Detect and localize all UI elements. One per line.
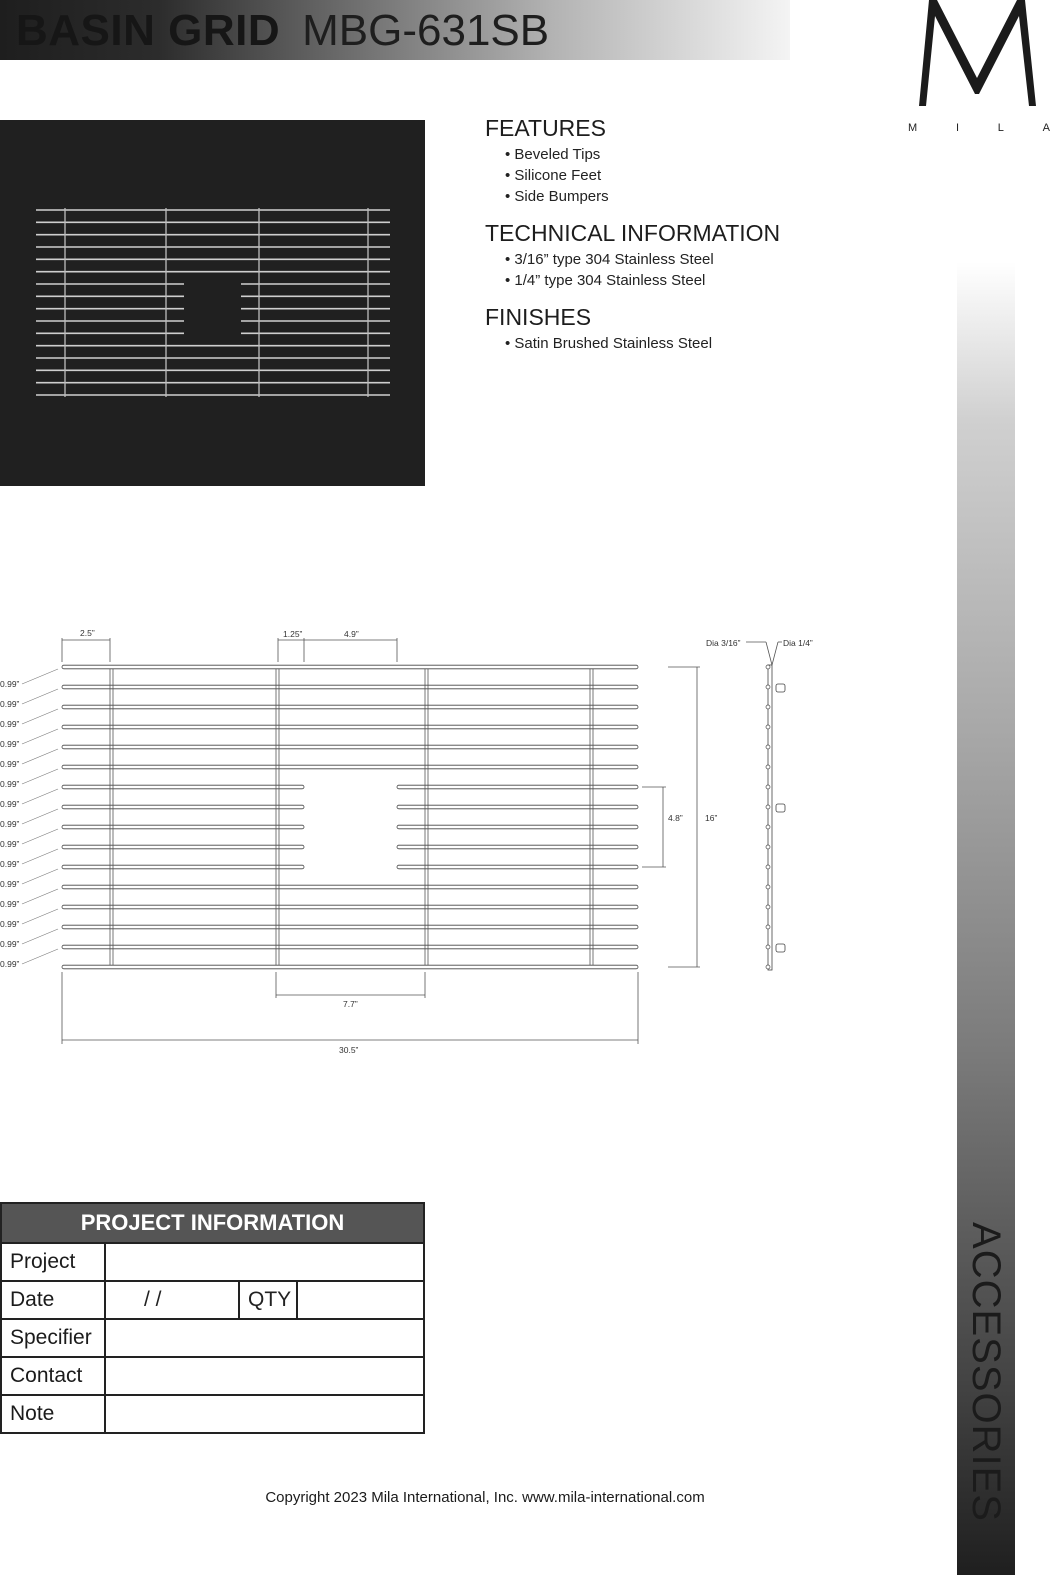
page-title	[16, 6, 549, 56]
date-label: Date	[2, 1282, 106, 1318]
table-row	[2, 1396, 423, 1432]
project-info-header: PROJECT INFORMATION	[2, 1204, 423, 1244]
logo-wordmark	[908, 122, 1050, 134]
dim-rod-spacing: 0.99”	[0, 719, 20, 729]
logo-letter: L	[997, 122, 1004, 134]
drawing-rod	[62, 825, 304, 829]
dim-leader	[22, 709, 58, 724]
technical-title: TECHNICAL INFORMATION	[485, 220, 781, 246]
side-rod-section	[766, 685, 770, 689]
finishes-title: FINISHES	[485, 304, 592, 330]
title-product-type: BASIN GRID	[16, 6, 281, 55]
product-photo	[0, 120, 425, 486]
specifier-field[interactable]	[106, 1320, 423, 1356]
drawing-rod	[62, 945, 638, 949]
side-rod-section	[766, 745, 770, 749]
list-item: • 1/4” type 304 Stainless Steel	[505, 270, 905, 291]
contact-label: Contact	[2, 1358, 106, 1394]
dim-top-left: 2.5”	[80, 628, 95, 638]
logo-letter: I	[955, 122, 959, 134]
side-rod-section	[766, 945, 770, 949]
dim-leader	[22, 669, 58, 684]
category-label-text: ACCESSORIES	[964, 1222, 1008, 1522]
side-rod-section	[766, 845, 770, 849]
dim-rod-spacing: 0.99”	[0, 799, 20, 809]
table-row	[2, 1282, 423, 1320]
dim-rod-spacing: 0.99”	[0, 859, 20, 869]
dim-rod-spacing: 0.99”	[0, 919, 20, 929]
drawing-rod	[397, 865, 638, 869]
dim-leader	[22, 909, 58, 924]
dim-leader	[22, 829, 58, 844]
product-info	[485, 114, 905, 366]
dim-rod-spacing: 0.99”	[0, 939, 20, 949]
dim-leader	[22, 949, 58, 964]
dim-leader	[22, 929, 58, 944]
dim-rod-spacing: 0.99”	[0, 759, 20, 769]
logo-letter: M	[908, 122, 918, 134]
table-row	[2, 1358, 423, 1396]
list-item: • Satin Brushed Stainless Steel	[505, 333, 905, 354]
specifier-label: Specifier	[2, 1320, 106, 1356]
side-rod-section	[766, 665, 770, 669]
drawing-rod	[62, 785, 304, 789]
title-model-number: MBG-631SB	[302, 6, 550, 55]
dim-rod-spacing: 0.99”	[0, 839, 20, 849]
drawing-rod	[62, 705, 638, 709]
drawing-rod	[62, 865, 304, 869]
side-rod-section	[766, 785, 770, 789]
drawing-grid	[62, 665, 638, 969]
dim-leader	[22, 849, 58, 864]
list-item: • 3/16” type 304 Stainless Steel	[505, 249, 905, 270]
dim-line	[766, 642, 772, 665]
dim-rod-spacing: 0.99”	[0, 739, 20, 749]
table-row	[2, 1244, 423, 1282]
drawing-rod	[397, 845, 638, 849]
side-profile-view	[766, 665, 785, 970]
side-rod-section	[766, 925, 770, 929]
dim-rod-spacing: 0.99”	[0, 899, 20, 909]
dim-top-mid-a: 1.25”	[283, 629, 303, 639]
dimension-lines	[62, 638, 782, 1044]
dim-rod-spacing: 0.99”	[0, 779, 20, 789]
drawing-rod	[62, 665, 638, 669]
side-rod-section	[766, 865, 770, 869]
project-field[interactable]	[106, 1244, 423, 1280]
dim-leader	[22, 869, 58, 884]
dim-dia-large: Dia 1/4”	[783, 638, 813, 648]
list-item: • Beveled Tips	[505, 144, 905, 165]
drawing-rod	[62, 765, 638, 769]
copyright-footer: Copyright 2023 Mila International, Inc. www.mila-international.com	[265, 1489, 705, 1506]
contact-field[interactable]	[106, 1358, 423, 1394]
drawing-rod	[397, 805, 638, 809]
project-label: Project	[2, 1244, 106, 1280]
mila-logo-icon	[915, 0, 1040, 140]
drawing-rod	[397, 785, 638, 789]
note-label: Note	[2, 1396, 106, 1432]
dim-line	[772, 642, 778, 665]
dim-rod-spacing: 0.99”	[0, 699, 20, 709]
silicone-foot	[776, 944, 785, 952]
drawing-rod	[62, 805, 304, 809]
side-rod-section	[766, 765, 770, 769]
drawing-rod	[62, 925, 638, 929]
qty-field[interactable]	[298, 1282, 423, 1318]
qty-label: QTY	[240, 1282, 298, 1318]
rod-spacing-dimensions	[0, 669, 58, 969]
dim-leader	[22, 729, 58, 744]
dim-rod-spacing: 0.99”	[0, 879, 20, 889]
dim-top-mid-b: 4.9”	[344, 629, 359, 639]
list-item: • Side Bumpers	[505, 186, 905, 207]
dim-rod-spacing: 0.99”	[0, 679, 20, 689]
side-profile-bar	[768, 665, 772, 970]
drawing-rod	[397, 825, 638, 829]
drawing-rod	[62, 745, 638, 749]
dim-leader	[22, 689, 58, 704]
dim-cutout-width: 7.7”	[343, 999, 358, 1009]
silicone-foot	[776, 684, 785, 692]
date-field[interactable]: / /	[106, 1282, 240, 1318]
dim-leader	[22, 809, 58, 824]
dim-dia-small: Dia 3/16”	[706, 638, 741, 648]
dim-cutout-height: 4.8”	[668, 813, 683, 823]
drawing-rod	[62, 965, 638, 969]
dim-overall-height: 16”	[705, 813, 718, 823]
technical-drawing	[0, 620, 840, 1060]
dim-leader	[22, 789, 58, 804]
side-rod-section	[766, 965, 770, 969]
silicone-foot	[776, 804, 785, 812]
list-item: • Silicone Feet	[505, 165, 905, 186]
drawing-rod	[62, 905, 638, 909]
side-rod-section	[766, 885, 770, 889]
logo-letter: A	[1042, 122, 1050, 134]
side-rod-section	[766, 805, 770, 809]
side-rod-section	[766, 725, 770, 729]
dim-leader	[22, 749, 58, 764]
drawing-rod	[62, 685, 638, 689]
finishes-list	[485, 333, 905, 354]
side-rod-section	[766, 705, 770, 709]
drawing-rod	[62, 885, 638, 889]
dim-rod-spacing: 0.99”	[0, 959, 20, 969]
dim-rod-spacing: 0.99”	[0, 819, 20, 829]
features-title: FEATURES	[485, 115, 606, 141]
side-rod-section	[766, 825, 770, 829]
note-field[interactable]	[106, 1396, 423, 1432]
features-list	[485, 144, 905, 207]
category-label	[964, 1222, 1008, 1522]
drawing-rod	[62, 845, 304, 849]
dim-leader	[22, 769, 58, 784]
product-photo-grid	[0, 120, 425, 486]
side-rod-section	[766, 905, 770, 909]
table-row	[2, 1320, 423, 1358]
project-info-table	[0, 1202, 425, 1434]
drawing-rod	[62, 725, 638, 729]
dim-leader	[22, 889, 58, 904]
technical-list	[485, 249, 905, 291]
dim-overall-width: 30.5”	[339, 1045, 359, 1055]
